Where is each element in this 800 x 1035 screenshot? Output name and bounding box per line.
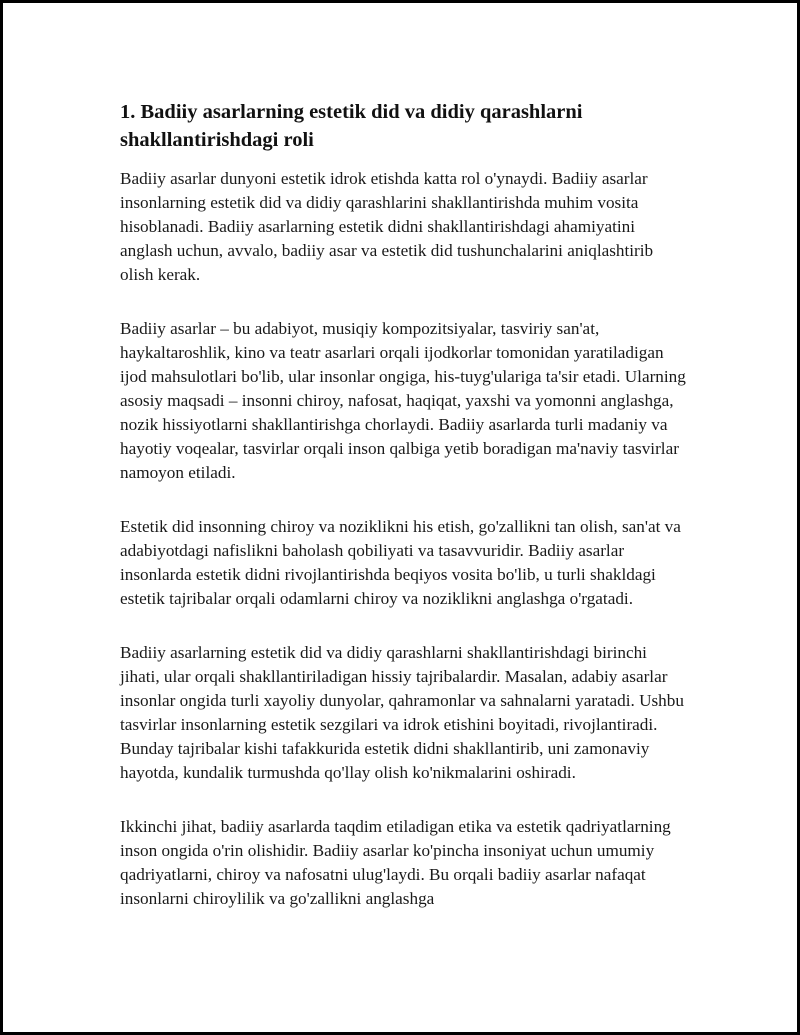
- paragraph-4: Badiiy asarlarning estetik did va didiy qarashlarni shakllantirishdagi birinchi jihati, ular orqali shakllantiriladigan hissiy tajribalardir. Masalan, adabiy asarlar insonlar ongida turli xayoliy dunyolar, qahramonlar va sahnalarni yaratadi. Ushbu tasvirlar insonlarning estetik sezgilari va idrok etishini boyitadi, rivojlantiradi. Bunday tajribalar kishi tafakkurida estetik didni shakllantirib, uni zamonaviy hayotda, kundalik turmushda qo'llay olish ko'nikmalarini oshiradi.: [120, 643, 684, 782]
- paragraph-1: Badiiy asarlar dunyoni estetik idrok etishda katta rol o'ynaydi. Badiiy asarlar insonlarning estetik did va didiy qarashlarini shakllantirishda muhim vosita hisoblanadi. Badiiy asarlarning estetik didni shakllantirishdagi ahamiyatini anglash uchun, avvalo, badiiy asar va estetik did tushunchalarini aniqlashtirib olish kerak.: [120, 169, 654, 284]
- paragraph-5: Ikkinchi jihat, badiiy asarlarda taqdim etiladigan etika va estetik qadriyatlarning inson ongida o'rin olishidir. Badiiy asarlar ko'pincha insoniyat uchun umumiy qadriyatlarni, chiroy va nafosatni ulug'laydi. Bu orqali badiiy asarlar nafaqat insonlarni chiroylilik va go'zallikni anglashga: [120, 817, 671, 908]
- paragraph-2: Badiiy asarlar – bu adabiyot, musiqiy kompozitsiyalar, tasviriy san'at, haykaltaroshlik, kino va teatr asarlari orqali ijodkorlar tomonidan yaratiladigan ijod mahsulotlari bo'lib, ular insonlar ongiga, his-tuyg'ulariga ta'sir etadi. Ularning asosiy maqsadi – insonni chiroy, nafosat, haqiqat, yaxshi va yomonni anglashga, nozik hissiyotlarni shakllantirishga chorlaydi. Badiiy asarlarda turli madaniy va hayotiy voqealar, tasvirlar orqali inson qalbiga yetib boradigan ma'naviy tasvirlar namoyon etiladi.: [120, 319, 686, 482]
- paragraph-3: Estetik did insonning chiroy va noziklikni his etish, go'zallikni tan olish, san'at va adabiyotdagi nafislikni baholash qobiliyati va tasavvuridir. Badiiy asarlar insonlarda estetik didni rivojlantirishda beqiyos vosita bo'lib, u turli shakldagi estetik tajribalar orqali odamlarni chiroy va noziklikni anglashga o'rgatadi.: [120, 517, 681, 608]
- document-body: [120, 98, 690, 941]
- section-heading: 1. Badiiy asarlarning estetik did va didiy qarashlarni shakllantirishdagi roli: [120, 101, 583, 151]
